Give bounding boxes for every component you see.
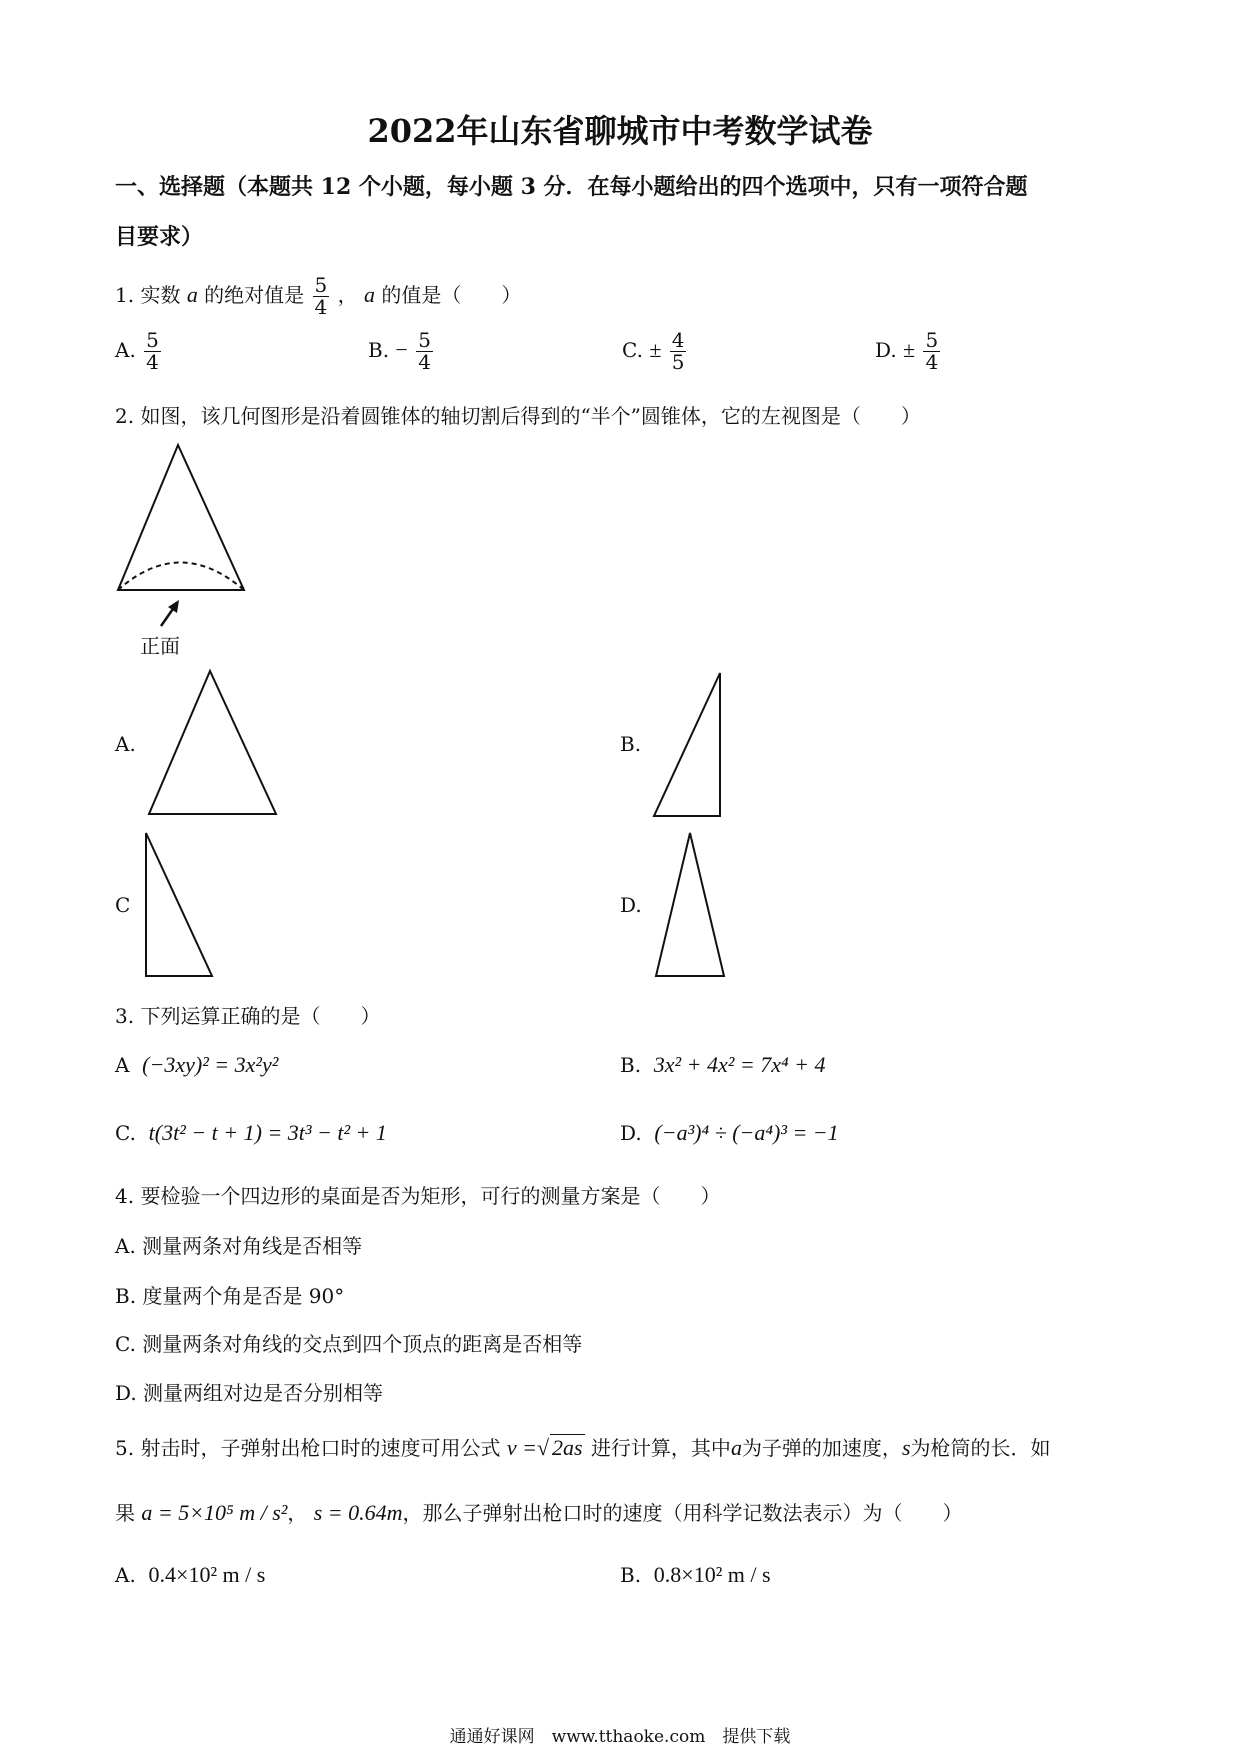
option-label: D. bbox=[620, 1121, 642, 1145]
option-label: B. bbox=[620, 1053, 642, 1077]
q1-fraction bbox=[313, 275, 330, 318]
q1-var: a bbox=[186, 282, 198, 307]
q5-var-a: a bbox=[730, 1435, 742, 1460]
option-label: A. bbox=[115, 338, 136, 362]
question-1 bbox=[115, 275, 521, 318]
q4-option-a: A. 测量两条对角线是否相等 bbox=[115, 1234, 363, 1258]
q2-option-b-shape bbox=[650, 670, 725, 820]
option-den: 4 bbox=[146, 350, 159, 374]
q1-mid: 的绝对值是 bbox=[204, 283, 305, 307]
option-sign: ± bbox=[903, 337, 916, 362]
page-title: 2022年山东省聊城市中考数学试卷 bbox=[367, 112, 873, 150]
section-heading-line2: 目要求） bbox=[115, 224, 204, 250]
q3-option-b bbox=[620, 1052, 825, 1078]
option-value: 0.8×10² m / s bbox=[653, 1562, 771, 1587]
half-cone-figure bbox=[110, 440, 250, 600]
option-expr: (−a³)⁴ ÷ (−a⁴)³ = −1 bbox=[654, 1120, 839, 1145]
q2-option-c-shape bbox=[142, 830, 217, 980]
q5-option-a bbox=[115, 1562, 265, 1588]
q4-option-b: B. 度量两个角是否是 90° bbox=[115, 1284, 345, 1308]
option-den: 5 bbox=[671, 350, 685, 374]
question-4: 4. 要检验一个四边形的桌面是否为矩形，可行的测量方案是（ ） bbox=[115, 1184, 721, 1208]
q5-formula-radicand: 2as bbox=[552, 1435, 583, 1460]
option-expr: (−3xy)² = 3x²y² bbox=[142, 1052, 279, 1077]
option-num: 4 bbox=[671, 328, 685, 352]
option-num: 5 bbox=[418, 328, 431, 352]
q2-option-c-label: C bbox=[115, 893, 131, 917]
q5-var-s: s bbox=[901, 1435, 911, 1460]
option-label: B. bbox=[620, 1563, 642, 1587]
q3-option-d bbox=[620, 1120, 839, 1146]
option-label: C. bbox=[622, 338, 643, 362]
q5-comma: ， bbox=[287, 1501, 308, 1525]
q5-text-d: 为枪筒的长．如 bbox=[910, 1436, 1051, 1460]
footer-source: 通通好课网 www.tthaoke.com 提供下载 bbox=[449, 1727, 791, 1747]
q4-option-d: D. 测量两组对边是否分别相等 bbox=[115, 1381, 384, 1405]
q2-option-d-shape bbox=[652, 830, 727, 980]
option-label: C. bbox=[115, 1121, 136, 1145]
option-den: 4 bbox=[418, 350, 431, 374]
q3-option-c bbox=[115, 1120, 387, 1146]
q1-comma: ， bbox=[337, 283, 358, 307]
q1-option-b bbox=[368, 330, 435, 373]
q2-option-a-label: A. bbox=[115, 732, 136, 756]
option-expr: 3x² + 4x² = 7x⁴ + 4 bbox=[653, 1052, 826, 1077]
q1-frac-num: 5 bbox=[314, 273, 328, 297]
q1-prefix: 1. 实数 bbox=[115, 283, 181, 307]
q5-text-e: 果 bbox=[115, 1501, 135, 1525]
option-label: B. bbox=[368, 338, 390, 362]
q1-var2: a bbox=[363, 282, 375, 307]
q1-frac-den: 4 bbox=[314, 295, 328, 319]
q2-option-b-label: B. bbox=[620, 732, 642, 756]
q5-condition-s: s = 0.64m bbox=[313, 1500, 403, 1525]
q1-option-a bbox=[115, 330, 163, 373]
arrow-icon bbox=[155, 598, 185, 630]
front-label: 正面 bbox=[140, 634, 180, 658]
q5-formula-lhs: v = bbox=[506, 1435, 537, 1460]
question-5-line1: 5. 射击时，子弹射出枪口时的速度可用公式 v =√ 2as 进行计算，其中a为子弹的加速度，s为枪筒的长．如 bbox=[115, 1435, 1051, 1460]
q3-option-a bbox=[115, 1052, 278, 1078]
q5-text-a: 5. 射击时，子弹射出枪口时的速度可用公式 bbox=[115, 1436, 501, 1460]
option-sign: − bbox=[395, 337, 408, 362]
option-den: 4 bbox=[925, 350, 939, 374]
option-label: A. bbox=[115, 1563, 136, 1587]
q5-text-b: 进行计算，其中 bbox=[590, 1436, 731, 1460]
option-num: 5 bbox=[925, 328, 939, 352]
q4-option-c: C. 测量两条对角线的交点到四个顶点的距离是否相等 bbox=[115, 1332, 583, 1356]
option-label: A bbox=[115, 1053, 130, 1077]
q5-text-c: 为子弹的加速度， bbox=[741, 1436, 902, 1460]
q1-option-c bbox=[622, 330, 688, 373]
q5-condition-a: a = 5×10⁵ m / s² bbox=[141, 1500, 288, 1525]
option-label: D. bbox=[875, 338, 897, 362]
section-heading-line1: 一、选择题（本题共 12 个小题，每小题 3 分．在每小题给出的四个选项中，只有一项符合题 bbox=[115, 174, 1028, 200]
option-value: 0.4×10² m / s bbox=[148, 1562, 266, 1587]
q5-text-f: ，那么子弹射出枪口时的速度（用科学记数法表示）为（ ） bbox=[402, 1501, 963, 1525]
q1-option-d bbox=[875, 330, 942, 373]
question-2: 2. 如图，该几何图形是沿着圆锥体的轴切割后得到的“半个”圆锥体，它的左视图是（ ） bbox=[115, 404, 921, 428]
option-expr: t(3t² − t + 1) = 3t³ − t² + 1 bbox=[148, 1120, 387, 1145]
q2-option-d-label: D. bbox=[620, 893, 642, 917]
option-sign: ± bbox=[649, 337, 662, 362]
option-num: 5 bbox=[146, 328, 159, 352]
q2-option-a-shape bbox=[145, 668, 280, 818]
q1-suffix: 的值是（ ） bbox=[381, 283, 522, 307]
q5-option-b bbox=[620, 1562, 771, 1588]
question-5-line2 bbox=[115, 1497, 963, 1526]
question-3: 3. 下列运算正确的是（ ） bbox=[115, 1004, 381, 1028]
